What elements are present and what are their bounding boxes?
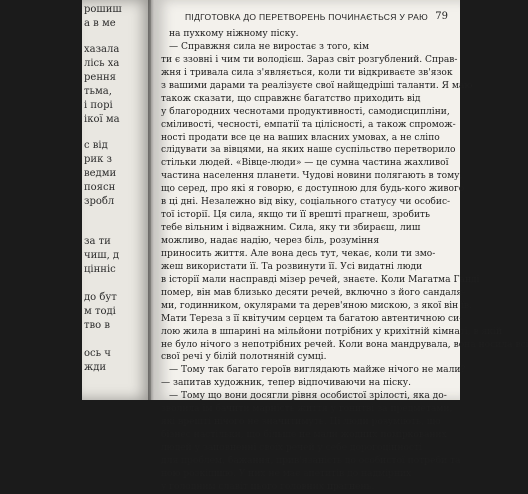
text-line: що серед, про які я говорю, є доступною для будь-кого живого [161, 184, 465, 195]
text-line: ми, годинником, окулярами та дерев'яною мискою, з якої він їв. [161, 300, 473, 311]
left-fragment: тьма, [84, 86, 112, 97]
left-fragment [84, 128, 154, 140]
text-line: в ці дні. Незалежно від віку, соціального статусу чи особис- [161, 197, 451, 208]
left-fragment: рошиш [84, 4, 122, 15]
left-fragment: хазала [84, 44, 120, 55]
left-fragment [84, 278, 154, 290]
header-title: ПІДГОТОВКА ДО ПЕРЕТВОРЕНЬ ПОЧИНАЄТЬСЯ У РАЮ [185, 11, 428, 22]
left-fragment: м тоді [84, 306, 116, 317]
book-binding-shadow [148, 0, 154, 400]
text-line: жня і тривала сила з'являється, коли ти відкриваєте зв'язок [161, 67, 453, 78]
left-fragment: рик з [84, 154, 112, 165]
text-line: лою жила в шпарині на мільйони потрібних у крихітній кімнаті, в якій [161, 326, 502, 337]
left-fragment: лісь ха [84, 58, 120, 69]
text-line: — Справжня сила не виростає з того, кім [169, 41, 370, 52]
text-line: тої історії. Ця сила, якщо ти її врешті прагнеш, зробить [161, 210, 430, 221]
text-line: у благородних чеснотами продуктивності, самодисципліни, [161, 106, 450, 117]
left-fragment [84, 32, 154, 44]
text-line: приносить життя. Але вона десь тут, чекає, коли ти змо- [161, 248, 436, 259]
text-line: у голодним славіт цього головних прагнень. [161, 481, 375, 492]
running-header [185, 10, 448, 23]
text-line: помер, він мав близько десяти речей, включно з його сандаля- [161, 287, 466, 298]
text-line: ти є ззовні і чим ти володієш. Зараз світ розгублений. Справ- [161, 54, 458, 65]
left-fragment [84, 334, 154, 346]
right-page [151, 0, 528, 492]
left-fragment: тво в [84, 320, 110, 331]
text-line: сміливості, чесності, емпатії та цілісності, а також спромож- [161, 119, 456, 130]
text-line: свої речі у білій полотняній сумці. [161, 352, 327, 363]
left-fragment [84, 222, 154, 234]
left-fragment: а в ме [84, 18, 116, 29]
text-line: можливо, надає надію, через біль, розуміння [161, 236, 380, 246]
left-fragment: до бут [84, 292, 117, 303]
left-fragment: ікої ма [84, 114, 120, 125]
text-line: для проблем, бажання, прив'язаність до особистої потреби та [161, 455, 461, 466]
text-line: — Тому що вони досягли рівня особистої зрілості, яка до- [169, 391, 447, 402]
text-line: слідувати за вівцями, на яких наше суспільство перетворило [161, 145, 456, 156]
text-line: людей у заповненні своїх речей у себе дорогоцінності [161, 443, 422, 453]
page-body [161, 28, 528, 494]
left-fragment: чиш, д [84, 250, 120, 261]
left-fragment: жди [84, 362, 107, 373]
text-line: які врешті нічого не значитимуть. Ці люди розуміють, що [161, 417, 441, 428]
left-fragment: поясн [84, 182, 116, 193]
left-fragment: і порі [84, 100, 113, 111]
left-fragment: за ти [84, 236, 111, 247]
text-line: — запитав художник, тепер відпочиваючи на піску. [161, 378, 412, 389]
text-line: на пухкому ніжному піску. [169, 29, 299, 39]
text-line: не було нічого з непотрібних речей. Коли вона мандрувала, вона носила всі [161, 339, 528, 350]
left-fragment: зробл [84, 196, 115, 207]
left-fragment [84, 208, 154, 220]
left-page [82, 0, 154, 400]
left-fragment: с від [84, 140, 108, 151]
text-line: Мати Тереза з її квітучим серцем та багатою автентичною си- [161, 313, 463, 324]
text-line: тебе вільним і відважним. Сила, яку ти збираєш, лиш [161, 223, 421, 234]
text-line: стільки людей. «Вівце-люди» — це сумна частина жахливої [161, 158, 449, 169]
left-fragment: цінніс [84, 264, 116, 275]
text-line: в історії мали насправді мізер речей, знаєте. Коли Магатма Ганді [161, 274, 480, 285]
text-line: зволила їм бачити марність життя у гонитві за предметами, [161, 404, 453, 415]
text-line: — Тому так багато героїв виглядають майже нічого не мали? [169, 365, 466, 376]
left-fragment: ось ч [84, 348, 111, 359]
text-line: з вашими дарами та реалізуєте свої найщедріші таланти. Я маю [161, 80, 473, 91]
text-line: частина населення планети. Чудові новини полягають в тому, [161, 171, 463, 182]
text-line: також сказати, що справжнє багатство приходить від [161, 93, 421, 104]
page-number: 79 [435, 11, 448, 22]
text-line: ною розкішшю. У них не має апетитів до надмірних [161, 468, 412, 479]
text-line: бізнес настільки, що більше не мали жодних поміркованих [161, 430, 447, 441]
text-line: ності продати все це на ваших власних умовах, а не сліпо [161, 132, 440, 143]
text-line: жеш використати її. Та розвинути її. Усі видатні люди [161, 261, 423, 272]
left-fragment: рення [84, 72, 116, 83]
left-fragment: ведми [84, 168, 117, 179]
